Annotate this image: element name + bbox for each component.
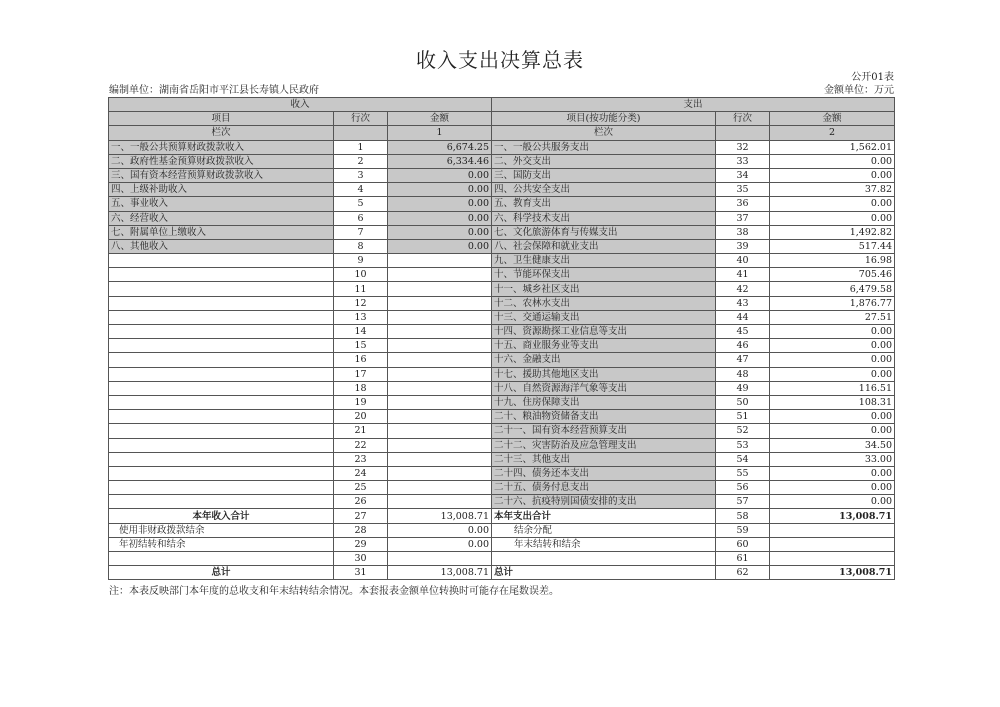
- income-column-label: 栏次: [109, 126, 334, 140]
- income-line-cell: 27: [334, 509, 388, 523]
- expense-amount-cell: 1,492.82: [770, 225, 895, 239]
- expense-line-cell: 50: [716, 395, 770, 409]
- income-line-cell: 2: [334, 154, 388, 168]
- income-line-cell: 22: [334, 438, 388, 452]
- expense-amount-cell: 0.00: [770, 211, 895, 225]
- income-amount-cell: 13,008.71: [388, 566, 492, 580]
- expense-line-cell: 52: [716, 424, 770, 438]
- income-line-cell: 6: [334, 211, 388, 225]
- income-item-cell: 四、上级补助收入: [109, 183, 334, 197]
- income-amount-header: 金额: [388, 112, 492, 126]
- income-item-cell: [109, 339, 334, 353]
- expense-item-cell: 十二、农林水支出: [492, 296, 716, 310]
- income-line-cell: 14: [334, 325, 388, 339]
- expense-amount-cell: 37.82: [770, 183, 895, 197]
- income-line-cell: 20: [334, 410, 388, 424]
- expense-item-cell: 二十四、债务还本支出: [492, 466, 716, 480]
- expense-line-header: 行次: [716, 112, 770, 126]
- income-line-cell: 30: [334, 552, 388, 566]
- table-row: [109, 183, 895, 197]
- income-item-cell: [109, 381, 334, 395]
- expense-amount-header: 金额: [770, 112, 895, 126]
- expense-amount-cell: 0.00: [770, 410, 895, 424]
- expense-amount-cell: 116.51: [770, 381, 895, 395]
- table-row: [109, 211, 895, 225]
- expense-item-cell: 十一、城乡社区支出: [492, 282, 716, 296]
- expense-item-cell: 二十、粮油物资储备支出: [492, 410, 716, 424]
- expense-line-cell: 62: [716, 566, 770, 580]
- income-item-cell: [109, 268, 334, 282]
- expense-line-cell: 32: [716, 140, 770, 154]
- expense-item-cell: 十、节能环保支出: [492, 268, 716, 282]
- income-item-cell: [109, 552, 334, 566]
- balance-row: [109, 523, 895, 537]
- table-row: [109, 452, 895, 466]
- table-row: [109, 424, 895, 438]
- expense-line-cell: 41: [716, 268, 770, 282]
- expense-item-cell: 十三、交通运输支出: [492, 310, 716, 324]
- expense-amount-cell: 0.00: [770, 353, 895, 367]
- expense-item-cell: 二十六、抗疫特别国债安排的支出: [492, 495, 716, 509]
- expense-amount-cell: [770, 523, 895, 537]
- income-amount-cell: [388, 353, 492, 367]
- expense-amount-cell: 13,008.71: [770, 566, 895, 580]
- income-amount-cell: 0.00: [388, 168, 492, 182]
- income-line-cell: 28: [334, 523, 388, 537]
- income-amount-cell: 0.00: [388, 225, 492, 239]
- income-item-cell: 使用非财政拨款结余: [109, 523, 334, 537]
- income-line-cell: 21: [334, 424, 388, 438]
- expense-line-cell: 47: [716, 353, 770, 367]
- income-column-number: 1: [388, 126, 492, 140]
- reporting-unit: 编制单位：湖南省岳阳市平江县长寿镇人民政府: [109, 85, 319, 96]
- table-row: [109, 481, 895, 495]
- table-row: [109, 339, 895, 353]
- income-amount-cell: [388, 282, 492, 296]
- income-line-cell: 15: [334, 339, 388, 353]
- expense-amount-cell: 0.00: [770, 424, 895, 438]
- income-item-cell: 七、附属单位上缴收入: [109, 225, 334, 239]
- income-amount-cell: [388, 438, 492, 452]
- income-item-cell: [109, 438, 334, 452]
- income-line-cell: 7: [334, 225, 388, 239]
- table-row: [109, 225, 895, 239]
- expense-item-cell: 九、卫生健康支出: [492, 254, 716, 268]
- income-amount-cell: [388, 466, 492, 480]
- table-row: [109, 395, 895, 409]
- income-amount-cell: [388, 424, 492, 438]
- income-item-cell: 总计: [109, 566, 334, 580]
- expense-amount-cell: 0.00: [770, 168, 895, 182]
- expense-line-cell: 38: [716, 225, 770, 239]
- expense-amount-cell: 13,008.71: [770, 509, 895, 523]
- expense-item-cell: 十五、商业服务业等支出: [492, 339, 716, 353]
- expense-item-cell: 结余分配: [492, 523, 716, 537]
- income-item-cell: 五、事业收入: [109, 197, 334, 211]
- expense-line-cell: 44: [716, 310, 770, 324]
- table-row: [109, 353, 895, 367]
- income-amount-cell: 0.00: [388, 211, 492, 225]
- income-item-cell: [109, 254, 334, 268]
- table-row: [109, 438, 895, 452]
- year-total-row: [109, 509, 895, 523]
- expense-line-cell: 51: [716, 410, 770, 424]
- income-line-cell: 11: [334, 282, 388, 296]
- income-line-cell: 5: [334, 197, 388, 211]
- income-item-cell: [109, 424, 334, 438]
- expense-line-cell: 53: [716, 438, 770, 452]
- income-amount-cell: 0.00: [388, 239, 492, 253]
- income-amount-cell: 13,008.71: [388, 509, 492, 523]
- income-amount-cell: [388, 296, 492, 310]
- income-item-cell: [109, 481, 334, 495]
- expense-item-cell: 二十五、债务付息支出: [492, 481, 716, 495]
- income-line-header: 行次: [334, 112, 388, 126]
- income-line-cell: 31: [334, 566, 388, 580]
- expense-line-cell: 59: [716, 523, 770, 537]
- expense-item-cell: 十四、资源勘探工业信息等支出: [492, 325, 716, 339]
- expense-column-number: 2: [770, 126, 895, 140]
- expense-amount-cell: 0.00: [770, 154, 895, 168]
- income-amount-cell: [388, 268, 492, 282]
- table-row: [109, 140, 895, 154]
- income-line-cell: 1: [334, 140, 388, 154]
- expense-item-cell: 二十二、灾害防治及应急管理支出: [492, 438, 716, 452]
- table-row: [109, 268, 895, 282]
- income-amount-cell: 0.00: [388, 183, 492, 197]
- income-item-cell: [109, 410, 334, 424]
- expense-section-header: 支出: [492, 98, 895, 112]
- table-row: [109, 495, 895, 509]
- income-amount-cell: [388, 552, 492, 566]
- table-row: [109, 197, 895, 211]
- expense-amount-cell: 0.00: [770, 197, 895, 211]
- income-amount-cell: [388, 310, 492, 324]
- table-row: [109, 254, 895, 268]
- table-row: [109, 466, 895, 480]
- income-item-cell: 一、一般公共预算财政拨款收入: [109, 140, 334, 154]
- balance-row: [109, 552, 895, 566]
- income-amount-cell: [388, 481, 492, 495]
- income-line-cell: 26: [334, 495, 388, 509]
- expense-amount-cell: 517.44: [770, 239, 895, 253]
- income-item-cell: [109, 353, 334, 367]
- income-amount-cell: [388, 395, 492, 409]
- income-line-cell: 29: [334, 537, 388, 551]
- income-item-cell: [109, 395, 334, 409]
- income-amount-cell: 0.00: [388, 523, 492, 537]
- income-item-cell: 六、经营收入: [109, 211, 334, 225]
- income-amount-cell: [388, 367, 492, 381]
- expense-line-cell: 57: [716, 495, 770, 509]
- expense-item-cell: 十七、援助其他地区支出: [492, 367, 716, 381]
- expense-amount-cell: 1,562.01: [770, 140, 895, 154]
- income-line-cell: 3: [334, 168, 388, 182]
- expense-item-cell: 本年支出合计: [492, 509, 716, 523]
- income-line-cell: 12: [334, 296, 388, 310]
- income-amount-cell: [388, 381, 492, 395]
- expense-line-cell: 56: [716, 481, 770, 495]
- column-index-row: [109, 126, 895, 140]
- income-amount-cell: [388, 325, 492, 339]
- income-amount-cell: [388, 339, 492, 353]
- expense-item-cell: 二十一、国有资本经营预算支出: [492, 424, 716, 438]
- expense-item-cell: 七、文化旅游体育与传媒支出: [492, 225, 716, 239]
- expense-amount-cell: 0.00: [770, 495, 895, 509]
- income-line-cell: 13: [334, 310, 388, 324]
- expense-item-cell: 十八、自然资源海洋气象等支出: [492, 381, 716, 395]
- expense-line-cell: 55: [716, 466, 770, 480]
- table-number: 公开01表: [851, 72, 894, 83]
- expense-amount-cell: [770, 537, 895, 551]
- section-header-row: [109, 98, 895, 112]
- expense-amount-cell: 1,876.77: [770, 296, 895, 310]
- income-item-header: 项目: [109, 112, 334, 126]
- expense-amount-cell: 34.50: [770, 438, 895, 452]
- income-line-cell: 4: [334, 183, 388, 197]
- income-line-cell: 8: [334, 239, 388, 253]
- table-row: [109, 367, 895, 381]
- expense-amount-cell: 0.00: [770, 339, 895, 353]
- table-row: [109, 239, 895, 253]
- income-item-cell: [109, 466, 334, 480]
- expense-amount-cell: 27.51: [770, 310, 895, 324]
- expense-item-header: 项目(按功能分类): [492, 112, 716, 126]
- table-row: [109, 310, 895, 324]
- expense-amount-cell: 0.00: [770, 466, 895, 480]
- expense-item-cell: 八、社会保障和就业支出: [492, 239, 716, 253]
- expense-column-label: 栏次: [492, 126, 716, 140]
- amount-unit: 金额单位：万元: [824, 85, 894, 96]
- table-row: [109, 296, 895, 310]
- expense-amount-cell: 705.46: [770, 268, 895, 282]
- expense-amount-cell: 0.00: [770, 481, 895, 495]
- income-amount-cell: [388, 254, 492, 268]
- expense-line-cell: 46: [716, 339, 770, 353]
- income-line-cell: 17: [334, 367, 388, 381]
- income-item-cell: [109, 282, 334, 296]
- income-item-cell: 年初结转和结余: [109, 537, 334, 551]
- expense-line-cell: 42: [716, 282, 770, 296]
- income-item-cell: [109, 367, 334, 381]
- expense-line-cell: 54: [716, 452, 770, 466]
- income-amount-cell: 0.00: [388, 537, 492, 551]
- expense-line-cell: 45: [716, 325, 770, 339]
- table-row: [109, 325, 895, 339]
- expense-amount-cell: [770, 552, 895, 566]
- expense-item-cell: 五、教育支出: [492, 197, 716, 211]
- expense-item-cell: 二十三、其他支出: [492, 452, 716, 466]
- income-item-cell: [109, 452, 334, 466]
- income-item-cell: [109, 296, 334, 310]
- table-row: [109, 410, 895, 424]
- table-row: [109, 381, 895, 395]
- expense-item-cell: 三、国防支出: [492, 168, 716, 182]
- expense-line-cell: 60: [716, 537, 770, 551]
- expense-line-cell: 61: [716, 552, 770, 566]
- column-header-row: [109, 112, 895, 126]
- expense-item-cell: 年末结转和结余: [492, 537, 716, 551]
- expense-item-cell: 总计: [492, 566, 716, 580]
- expense-line-cell: 48: [716, 367, 770, 381]
- income-line-cell: 10: [334, 268, 388, 282]
- expense-line-cell: 36: [716, 197, 770, 211]
- footnote: 注：本表反映部门本年度的总收支和年末结转结余情况。本套报表金额单位转换时可能存在尾数误差。: [109, 586, 559, 597]
- expense-amount-cell: 108.31: [770, 395, 895, 409]
- expense-line-cell: 33: [716, 154, 770, 168]
- expense-line-cell: 40: [716, 254, 770, 268]
- table-row: [109, 282, 895, 296]
- expense-item-cell: 四、公共安全支出: [492, 183, 716, 197]
- income-line-cell: 18: [334, 381, 388, 395]
- page-title: 收入支出决算总表: [416, 48, 584, 72]
- expense-line-cell: 39: [716, 239, 770, 253]
- income-item-cell: 本年收入合计: [109, 509, 334, 523]
- income-amount-cell: 6,674.25: [388, 140, 492, 154]
- income-amount-cell: 0.00: [388, 197, 492, 211]
- income-line-cell: 9: [334, 254, 388, 268]
- expense-amount-cell: 0.00: [770, 367, 895, 381]
- budget-summary-table: [108, 97, 895, 580]
- income-item-cell: [109, 310, 334, 324]
- income-amount-cell: [388, 452, 492, 466]
- income-item-cell: 三、国有资本经营预算财政拨款收入: [109, 168, 334, 182]
- expense-line-cell: 58: [716, 509, 770, 523]
- expense-amount-cell: 16.98: [770, 254, 895, 268]
- balance-row: [109, 537, 895, 551]
- income-line-cell: 16: [334, 353, 388, 367]
- income-amount-cell: 6,334.46: [388, 154, 492, 168]
- income-item-cell: 二、政府性基金预算财政拨款收入: [109, 154, 334, 168]
- income-line-cell: 25: [334, 481, 388, 495]
- income-section-header: 收入: [109, 98, 492, 112]
- table-row: [109, 154, 895, 168]
- expense-item-cell: 一、一般公共服务支出: [492, 140, 716, 154]
- expense-amount-cell: 0.00: [770, 325, 895, 339]
- income-line-cell: 23: [334, 452, 388, 466]
- expense-item-cell: 二、外交支出: [492, 154, 716, 168]
- expense-item-cell: 十六、金融支出: [492, 353, 716, 367]
- expense-amount-cell: 6,479.58: [770, 282, 895, 296]
- expense-line-cell: 43: [716, 296, 770, 310]
- grand-total-row: [109, 566, 895, 580]
- expense-line-cell: 37: [716, 211, 770, 225]
- income-line-cell: 19: [334, 395, 388, 409]
- income-line-cell: 24: [334, 466, 388, 480]
- table-row: [109, 168, 895, 182]
- expense-line-cell: 34: [716, 168, 770, 182]
- expense-item-cell: 十九、住房保障支出: [492, 395, 716, 409]
- expense-line-cell: 35: [716, 183, 770, 197]
- expense-amount-cell: 33.00: [770, 452, 895, 466]
- income-item-cell: 八、其他收入: [109, 239, 334, 253]
- expense-item-cell: 六、科学技术支出: [492, 211, 716, 225]
- income-item-cell: [109, 325, 334, 339]
- income-amount-cell: [388, 410, 492, 424]
- expense-line-cell: 49: [716, 381, 770, 395]
- income-amount-cell: [388, 495, 492, 509]
- income-item-cell: [109, 495, 334, 509]
- expense-item-cell: [492, 552, 716, 566]
